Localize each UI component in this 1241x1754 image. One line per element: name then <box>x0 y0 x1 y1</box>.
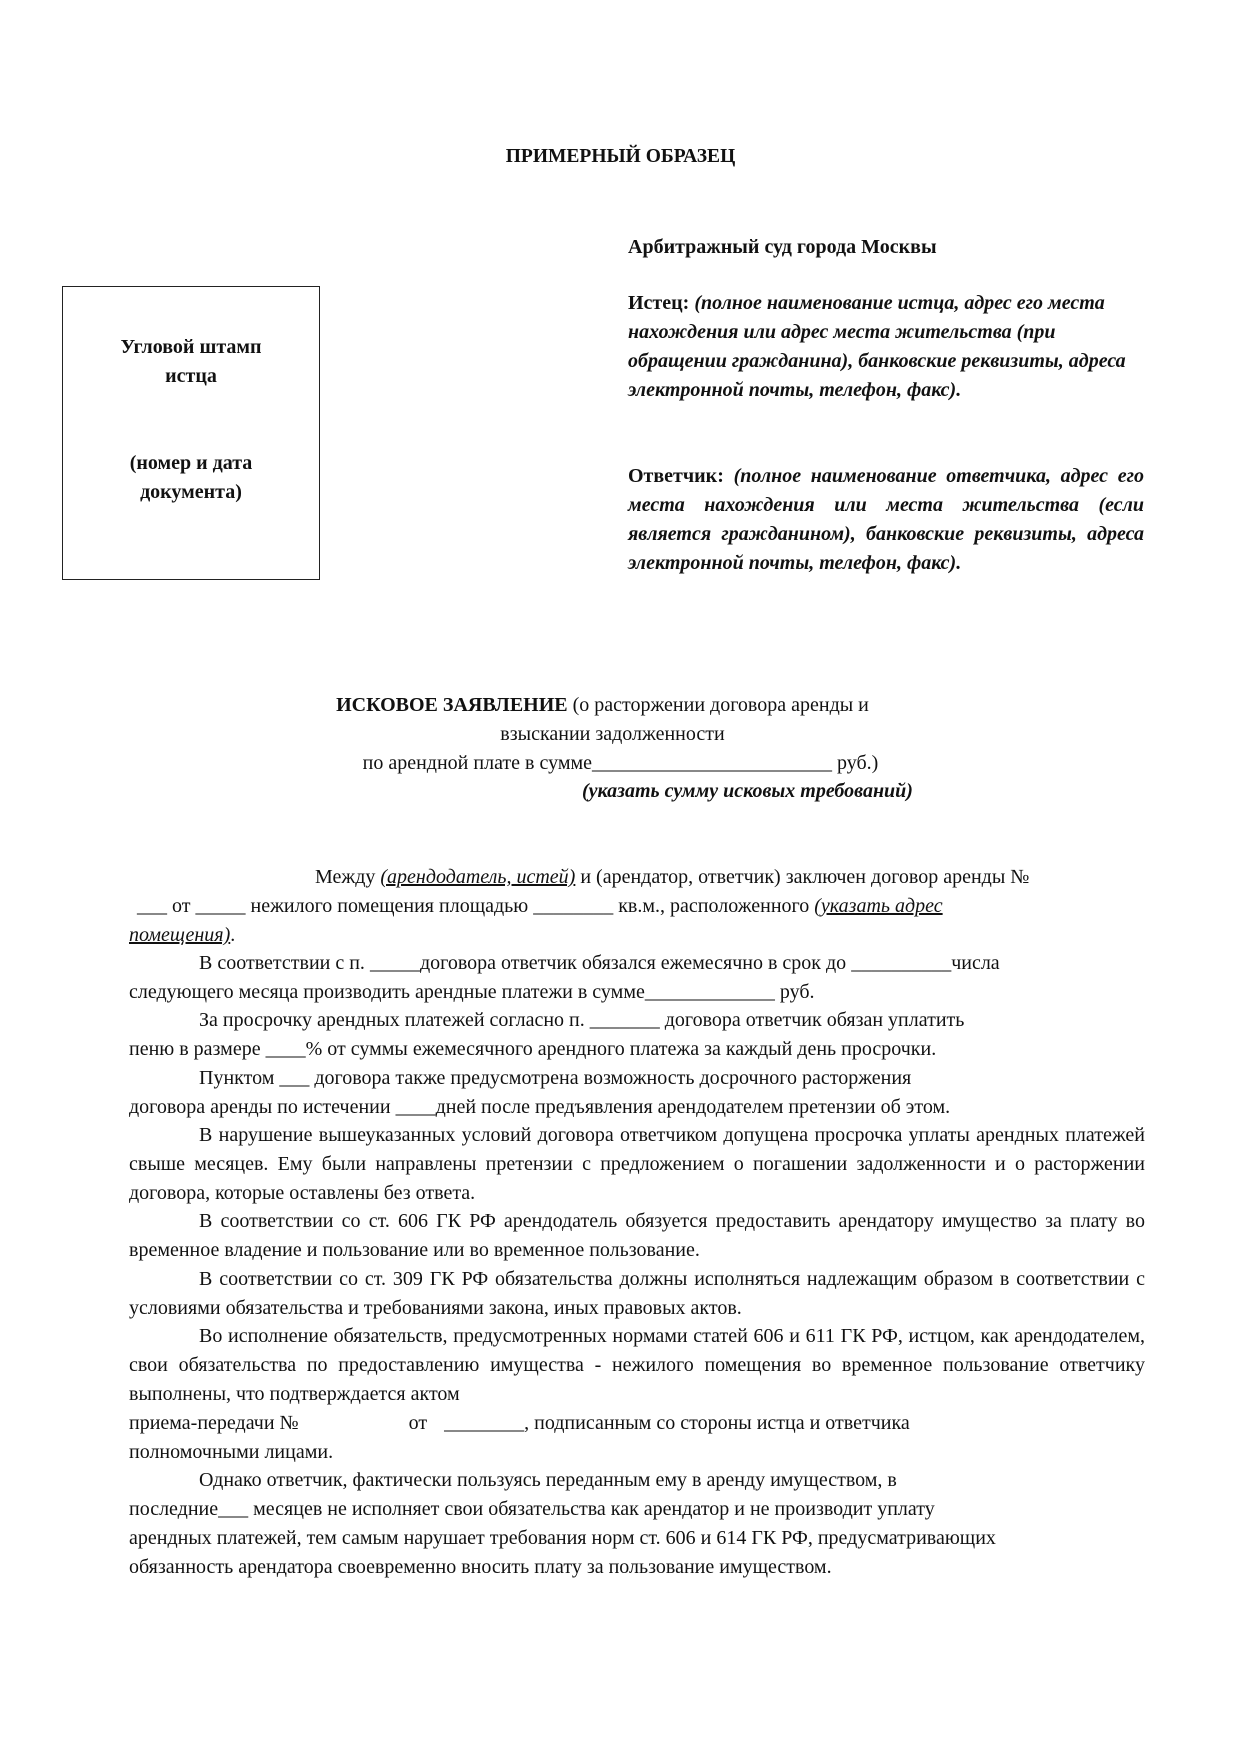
court-name: Арбитражный суд города Москвы <box>628 236 937 258</box>
p1-address-placeholder-2: помещения) <box>129 924 231 946</box>
p9-blank-months: ___ <box>218 1498 249 1520</box>
p1-blank-number: ___ <box>137 895 167 917</box>
paragraph-5: В нарушение вышеуказанных условий договора ответчиком допущена просрочка уплаты арендных платежей свыше месяцев. Ему были направлены претензии с предложением о погашении задолженности и о расторжении договора, которые оставлены без ответа. <box>129 1124 1145 1204</box>
p3-blank-rate: ____ <box>265 1038 306 1060</box>
p3-text-d: % от суммы ежемесячного арендного платежа за каждый день просрочки. <box>305 1038 937 1060</box>
p1-text-a: Между <box>315 866 376 888</box>
stamp-line-3: (номер и дата <box>129 452 253 474</box>
p9-text-c: месяцев не исполняет свои обязательства как арендатор и не производит уплату <box>253 1498 935 1520</box>
paragraph-1: Между (арендодатель, истей) и (арендатор, ответчик) заключен договор аренды № ___ от _____ нежилого помещения площадью ________ кв.м., расположенного (указать адрес помещения). <box>129 866 1030 946</box>
p9-text-a: Однако ответчик, фактически пользуясь переданным ему в аренду имуществом, в <box>199 1469 897 1491</box>
paragraph-8 <box>129 1322 1145 1467</box>
p3-text-b: договора ответчик обязан уплатить <box>664 1009 965 1031</box>
p8-blank-date: ________ <box>444 1412 525 1434</box>
p9-text-b: последние <box>129 1498 219 1520</box>
p8-text-b: приема-передачи № <box>129 1412 299 1434</box>
p1-blank-area: ________ <box>533 895 614 917</box>
defendant-text: (полное наименование ответчика, адрес его места нахождения или места жительства (если является гражданином), банковские реквизиты, адреса электронной почты, телефон, факс). <box>628 465 1144 574</box>
p4-text-d: дней после предъявления арендодателем претензии об этом. <box>435 1096 951 1118</box>
paragraph-3 <box>129 1006 1145 1064</box>
plaintiff-label: Истец: <box>628 292 690 314</box>
paragraph-6: В соответствии со ст. 606 ГК РФ арендодатель обязуется предоставить арендатору имущество за плату во временное владение и пользование или во временное пользование. <box>129 1210 1145 1261</box>
claim-sum-label: по арендной плате в сумме <box>362 752 593 774</box>
defendant-block <box>628 462 1144 578</box>
paragraph-4 <box>129 1064 1145 1122</box>
document-title: ПРИМЕРНЫЙ ОБРАЗЕЦ <box>505 146 736 167</box>
p2-blank-day: __________ <box>851 952 952 974</box>
stamp-line-4: документа) <box>140 481 242 503</box>
p1-text-e: нежилого помещения площадью <box>250 895 529 917</box>
p2-blank-clause: _____ <box>369 952 420 974</box>
corner-stamp-box <box>62 286 320 580</box>
p2-text-c: числа <box>951 952 1000 974</box>
paragraph-2 <box>129 949 1145 1007</box>
paragraph-7: В соответствии со ст. 309 ГК РФ обязательства должны исполняться надлежащим образом в соответствии с условиями обязательства и требованиями закона, иных правовых актов. <box>129 1268 1145 1319</box>
p4-text-c: договора аренды по истечении <box>129 1096 391 1118</box>
p1-address-placeholder: (указать адрес <box>814 895 943 917</box>
p4-text-b: договора также предусмотрена возможность досрочного расторжения <box>314 1067 912 1089</box>
p4-blank-days: ____ <box>395 1096 436 1118</box>
p8-text-e: полномочными лицами. <box>129 1441 334 1463</box>
p1-text-d: от <box>172 895 191 917</box>
p2-text-d: следующего месяца производить арендные платежи в сумме <box>129 981 645 1003</box>
claim-heading-line-3 <box>0 752 1241 775</box>
claim-heading <box>0 694 1223 717</box>
claim-sum-hint: (указать сумму исковых требований) <box>582 780 913 802</box>
claim-heading-line-2: взыскании задолженности <box>500 723 725 745</box>
p1-text-f: кв.м., расположенного <box>618 895 810 917</box>
stamp-line-1: Угловой штамп <box>120 336 262 358</box>
p8-text-c: от <box>408 1412 428 1434</box>
p2-blank-sum: _____________ <box>644 981 775 1003</box>
p1-blank-date: _____ <box>195 895 246 917</box>
p9-text-d: арендных платежей, тем самым нарушает требования норм ст. 606 и 614 ГК РФ, предусматривающих <box>129 1527 996 1549</box>
p3-text-c: пеню в размере <box>129 1038 261 1060</box>
paragraph-9 <box>129 1466 1145 1582</box>
p2-text-e: руб. <box>779 981 815 1003</box>
p4-blank-clause: ___ <box>279 1067 310 1089</box>
p9-text-e: обязанность арендатора своевременно вносить плату за пользование имуществом. <box>129 1556 832 1578</box>
p1-text-c: и (арендатор, ответчик) заключен договор аренды № <box>580 866 1030 888</box>
p2-text-a: В соответствии с п. <box>199 952 365 974</box>
p2-text-b: договора ответчик обязался ежемесячно в срок до <box>419 952 847 974</box>
p3-blank-clause: _______ <box>589 1009 660 1031</box>
p8-text-d: , подписанным со стороны истца и ответчика <box>524 1412 910 1434</box>
claim-sum-currency: руб.) <box>837 752 879 774</box>
p8-text-a: Во исполнение обязательств, предусмотренных нормами статей 606 и 611 ГК РФ, истцом, как арендодателем, свои обязательства по предоставлению имущества - нежилого помещения во временное пользование ответчику выполнены, что подтверждается актом <box>129 1325 1145 1405</box>
p3-text-a: За просрочку арендных платежей согласно п. <box>199 1009 585 1031</box>
plaintiff-text: (полное наименование истца, адрес его места нахождения или адрес места жительства (при обращении гражданина), банковские реквизиты, адреса электронной почты, телефон, факс). <box>628 292 1126 401</box>
plaintiff-block <box>628 289 1144 405</box>
claim-heading-rest: (о расторжении договора аренды и <box>572 694 869 716</box>
p4-text-a: Пунктом <box>199 1067 275 1089</box>
defendant-label: Ответчик: <box>628 465 724 487</box>
claim-heading-bold: ИСКОВОЕ ЗАЯВЛЕНИЕ <box>336 694 568 716</box>
stamp-line-2: истца <box>165 365 217 387</box>
claim-sum-blank: ________________________ <box>592 752 833 774</box>
p1-lessor-placeholder: (арендодатель, истей) <box>380 866 576 888</box>
